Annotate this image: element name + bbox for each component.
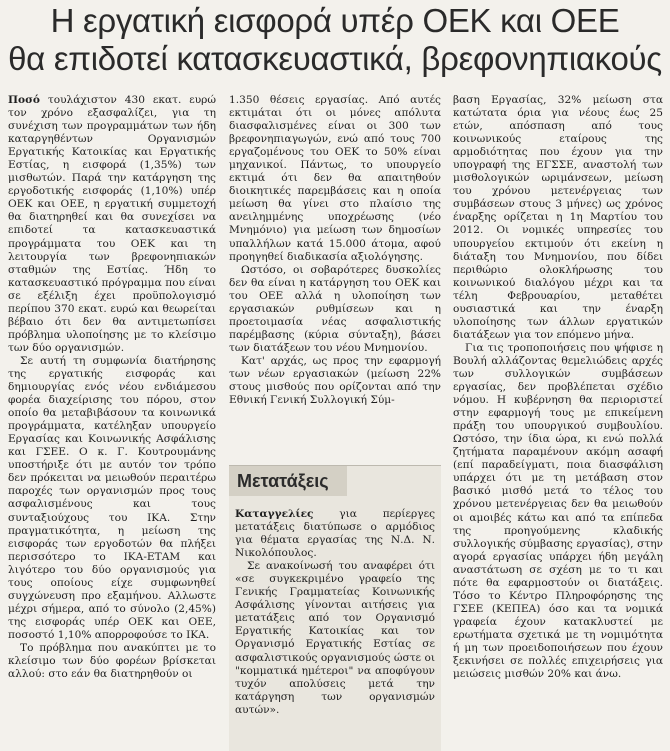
col1-paragraph-1-text: τουλάχιστον 430 εκατ. ευρώ τον χρόνο εξασφαλίζει, για τη συνέχιση των προγραμμάτων των ήδη καταργηθέντων Οργανισμών Εργατικής Κατοικίας και Εργατικής Εστίας, η εισφορά (1,35%) των μισθωτών. Παρά την κατάργηση της εργοδοτικής εισφοράς (1,10%) υπέρ ΟΕΚ και ΟΕΕ, η εργατική συμμετοχή θα διατηρηθεί και θα συνεχίσει να επιδοτεί τα κατασκευαστικά προγράμματα του ΟΕΚ και τη λειτουργία των βρεφονηπιακών σταθμών της Εστίας. Ήδη το κατασκευαστικό πρόγραμμα που είναι σε εξέλιξη έχει προϋπολογισμό περίπου 370 εκατ. ευρώ και θεωρείται βέβαιο ότι δεν θα αντιμετωπίσει πρόβλημα υλοποίησης με το κλείσιμο των δύο οργανισμών.	[8, 94, 217, 354]
sidebar-box-title: Μετατάξεις	[229, 466, 347, 496]
column-1	[8, 94, 216, 681]
column-2	[229, 94, 441, 407]
col1-paragraph-1	[8, 94, 216, 355]
col3-paragraph-1: βαση Εργασίας, 32% μείωση στα κατώτατα όρια για νέους έως 25 ετών, απόσπαση από τους κοινωνικούς εταίρους της αρμοδιότητας που έχουν για την υπογραφή της ΕΓΣΣΕ, αναστολή των μισθολογικών ωριμάνσεων, μείωση του χρόνου μετενέργειας των συμβάσεων στους 3 μήνες) ως χρόνος έναρξης ορίζεται η 1η Μαρτίου του 2012. Οι νομικές υπηρεσίες του υπουργείου εκτιμούν ότι εκείνη η διάταξη του Μνημονίου, που δίδει περιθώριο ολοκλήρωσης του κοινωνικού διαλόγου μέχρι και τα τέλη Φεβρουαρίου, μεταθέτει ουσιαστικά και την έναρξη υλοποίησης των άλλων εργατικών διατάξεων για τον επόμενο μήνα.	[453, 94, 663, 341]
col1-paragraph-2: Σε αυτή τη συμφωνία διατήρησης της εργατικής εισφοράς και δημιουργίας ενός νέου ενδιάμεσου φορέα διαχείρισης του πόρου, στον οποίο θα μεταβιβάσουν τα κοινωνικά προγράμματα, κατέληξαν υπουργείο Εργασίας και Κοινωνικής Ασφάλισης και ΓΣΕΕ. Ο κ. Γ. Κουτρουμάνης υποστήριξε ότι με αυτόν τον τρόπο δεν πρόκειται να μειωθούν περαιτέρω παροχές των οργανισμών προς τους ασφαλισμένους και τους συνταξιούχους του ΙΚΑ. Στην πραγματικότητα, η μείωση της εισφοράς των εργοδοτών θα πλήξει περισσότερο το ΙΚΑ-ΕΤΑΜ και λιγότερο του δύο οργανισμούς για τους οποίους είχε συμφωνηθεί συγχώνευση προ εξαμήνου. Αλλωστε μέχρι σήμερα, από το σύνολο (2,45%) της εισφοράς υπέρ ΟΕΚ και ΟΕΕ, ποσοστό 1,10% απορροφούσε το ΙΚΑ.	[8, 354, 216, 641]
col3-paragraph-2: Για τις τροποποιήσεις που ψήφισε η Βουλή αλλάζοντας θεμελιώδεις αρχές των συλλογικών συμβάσεων εργασίας, δεν προβλέπεται σχέδιο νόμου. Η κυβέρνηση θα περιοριστεί στην εφαρμογή τους με επικείμενη πράξη του υπουργικού συμβουλίου. Ωστόσο, την ίδια ώρα, κι ενώ πολλά ζητήματα παραμένουν ακόμη ασαφή (επί παραδείγματι, ποια διασφάλιση υπάρχει ότι με τη μετάβαση στον βασικό μισθό μετά το τέλος του χρόνου μετενέργειας δεν θα μειωθούν οι αμοιβές κάτω και από τα επίπεδα της προηγούμενης κλαδικής συλλογικής σύμβασης εργασίας), στην αγορά εργασίας υπάρχει ήδη μεγάλη αναστάτωση σε σχέση με το τι και πότε θα εφαρμοστούν οι διατάξεις. Τόσο το Κέντρο Πληροφόρησης της ΓΣΕΕ (ΚΕΠΕΑ) όσο και τα νομικά γραφεία έχουν κατακλυστεί με ερωτήματα σχετικά με τη νομιμότητα ή μη των προειδοποιήσεων που έχουν ξεκινήσει σε πολλές επιχειρήσεις για μειώσεις μισθών 20% και άνω.	[453, 341, 663, 681]
box-paragraph-2: Σε ανακοίνωσή του αναφέρει ότι «σε συγκεκριμένο γραφείο της Γενικής Γραμματείας Κοινωνικής Ασφάλισης γίνονται αιτήσεις για μετατάξεις από τον Οργανισμό Εργατικής Κατοικίας και τον Οργανισμό Εργατικής Εστίας σε ασφαλιστικούς οργανισμούς ώστε οι "κομματικά ημέτεροι" να αποφύγουν τυχόν απολύσεις μετά την κατάργηση των οργανισμών αυτών».	[235, 560, 435, 716]
column-3	[453, 94, 663, 681]
lead-word: Ποσό	[8, 94, 40, 106]
col2-paragraph-2: Ωστόσο, οι σοβαρότερες δυσκολίες δεν θα είναι η κατάργηση του ΟΕΚ και του ΟΕΕ αλλά η υλοποίηση των εργασιακών ρυθμίσεων και η προετοιμασία νέας ασφαλιστικής παρέμβασης (κύρια σύνταξη), βάσει των διατάξεων του νέου Μνημονίου.	[229, 263, 441, 354]
headline-line-1: Η εργατική εισφορά υπέρ ΟΕΚ και ΟΕΕ	[50, 2, 620, 39]
article-headline	[0, 2, 670, 78]
col1-paragraph-3: Το πρόβλημα που ανακύπτει με το κλείσιμο των δύο φορέων βρίσκεται αλλού: στο εάν θα διατηρηθούν οι	[8, 641, 216, 681]
sidebar-box-text	[235, 508, 435, 717]
box-lead-word: Καταγγελίες	[235, 508, 314, 520]
box-paragraph-1-text: για περίεργες μετατάξεις διατύπωσε ο αρμόδιος για θέματα εργασίας της Ν.Δ. Ν. Νικολόπουλος.	[235, 508, 436, 560]
col2-paragraph-1: 1.350 θέσεις εργασίας. Από αυτές εκτιμάται ότι οι μόνες απόλυτα διασφαλισμένες είναι οι 300 των βρεφονηπιαγωγών, ενώ από τους 700 εργαζομένους του ΟΕΚ το 50% είναι μηχανικοί. Πάντως, το υπουργείο εκτιμά ότι δεν θα απαιτηθούν διοικητικές παρεμβάσεις και η οποία μείωση θα γίνει στο πλαίσιο της ανειλημμένης υποχρέωσης (νέο Μνημόνιο) για μείωση των δημοσίων υπαλλήλων κατά 15.000 άτομα, αφού προηγηθεί διαδικασία αξιολόγησης.	[229, 94, 441, 263]
col2-paragraph-3: Κατ' αρχάς, ως προς την εφαρμογή των νέων εργασιακών (μείωση 22% στους μισθούς που ορίζονται από την Εθνική Γενική Συλλογική Σύμ-	[229, 354, 441, 407]
box-paragraph-1	[235, 508, 435, 560]
headline-line-2: θα επιδοτεί κατασκευαστικά, βρεφονηπιακούς	[8, 40, 662, 77]
